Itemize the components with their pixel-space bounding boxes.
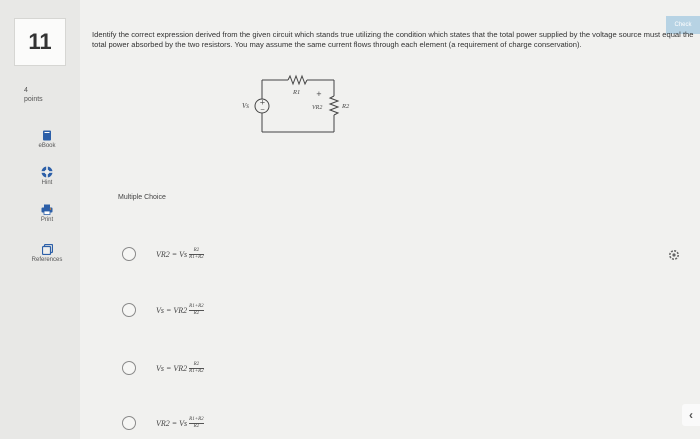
sidebar <box>0 0 80 439</box>
r2-label: R2 <box>342 103 350 110</box>
radio-button[interactable] <box>122 247 136 261</box>
denominator: R1+R2 <box>189 255 204 260</box>
resistor-r1 <box>288 76 307 84</box>
question-number: 11 <box>14 18 66 66</box>
multiple-choice-label: Multiple Choice <box>118 194 166 201</box>
question-panel <box>80 0 700 439</box>
numerator: R2 <box>193 362 200 367</box>
hint-label: Hint <box>41 180 53 186</box>
points-indicator <box>24 86 64 104</box>
numerator: R2 <box>193 248 200 253</box>
print-button[interactable] <box>18 204 76 223</box>
references-label: References <box>31 257 63 263</box>
ebook-label: eBook <box>38 143 56 149</box>
choice-option-1[interactable] <box>122 243 204 265</box>
points-label: points <box>24 96 43 103</box>
choice-expression <box>156 362 204 374</box>
fraction <box>189 362 203 374</box>
printer-icon <box>41 204 53 215</box>
vr2-label: VR2 <box>312 105 323 111</box>
radio-button[interactable] <box>122 303 136 317</box>
chevron-left-icon[interactable]: ‹ <box>682 404 700 426</box>
question-prompt: Identify the correct expression derived from the given circuit which stands true utilizing the condition which states that the total power supplied by the voltage source must equal the total power absorbed by the two resistors. You may assume the same current flows through each element (a requirement of charge conservation). <box>92 30 694 49</box>
choice-expression <box>156 417 204 429</box>
radio-button[interactable] <box>122 416 136 430</box>
denominator: R2 <box>193 424 200 429</box>
expression-lhs: Vs = VR2 <box>156 305 188 315</box>
vr2-plus: + <box>316 90 322 98</box>
source-minus: − <box>260 106 266 114</box>
book-icon <box>42 130 52 141</box>
fraction <box>189 248 203 260</box>
radio-button[interactable] <box>122 361 136 375</box>
resistor-r2 <box>330 96 338 115</box>
expression-lhs: VR2 = Vs <box>156 418 188 428</box>
denominator: R1+R2 <box>189 369 204 374</box>
numerator: R1+R2 <box>189 304 204 309</box>
denominator: R2 <box>193 311 200 316</box>
fraction <box>189 417 203 429</box>
expression-lhs: VR2 = Vs <box>156 249 188 259</box>
print-label: Print <box>40 217 54 223</box>
circuit-diagram <box>230 66 370 146</box>
ebook-button[interactable] <box>18 130 76 149</box>
check-button[interactable]: Check <box>666 16 700 34</box>
lifebuoy-icon <box>41 166 53 178</box>
choice-option-2[interactable] <box>122 299 204 321</box>
points-value: 4 <box>24 87 28 94</box>
choice-option-4[interactable] <box>122 412 204 434</box>
hint-button[interactable] <box>18 166 76 186</box>
references-icon <box>42 244 53 255</box>
choice-expression <box>156 248 204 260</box>
references-button[interactable] <box>18 244 76 263</box>
source-label: Vs <box>242 102 249 110</box>
settings-gear-icon[interactable] <box>668 249 680 261</box>
choice-expression <box>156 304 204 316</box>
r1-label: R1 <box>293 89 301 96</box>
fraction <box>189 304 203 316</box>
numerator: R1+R2 <box>189 417 204 422</box>
source-plus: + <box>259 98 266 107</box>
expression-lhs: Vs = VR2 <box>156 363 188 373</box>
choice-option-3[interactable] <box>122 357 204 379</box>
